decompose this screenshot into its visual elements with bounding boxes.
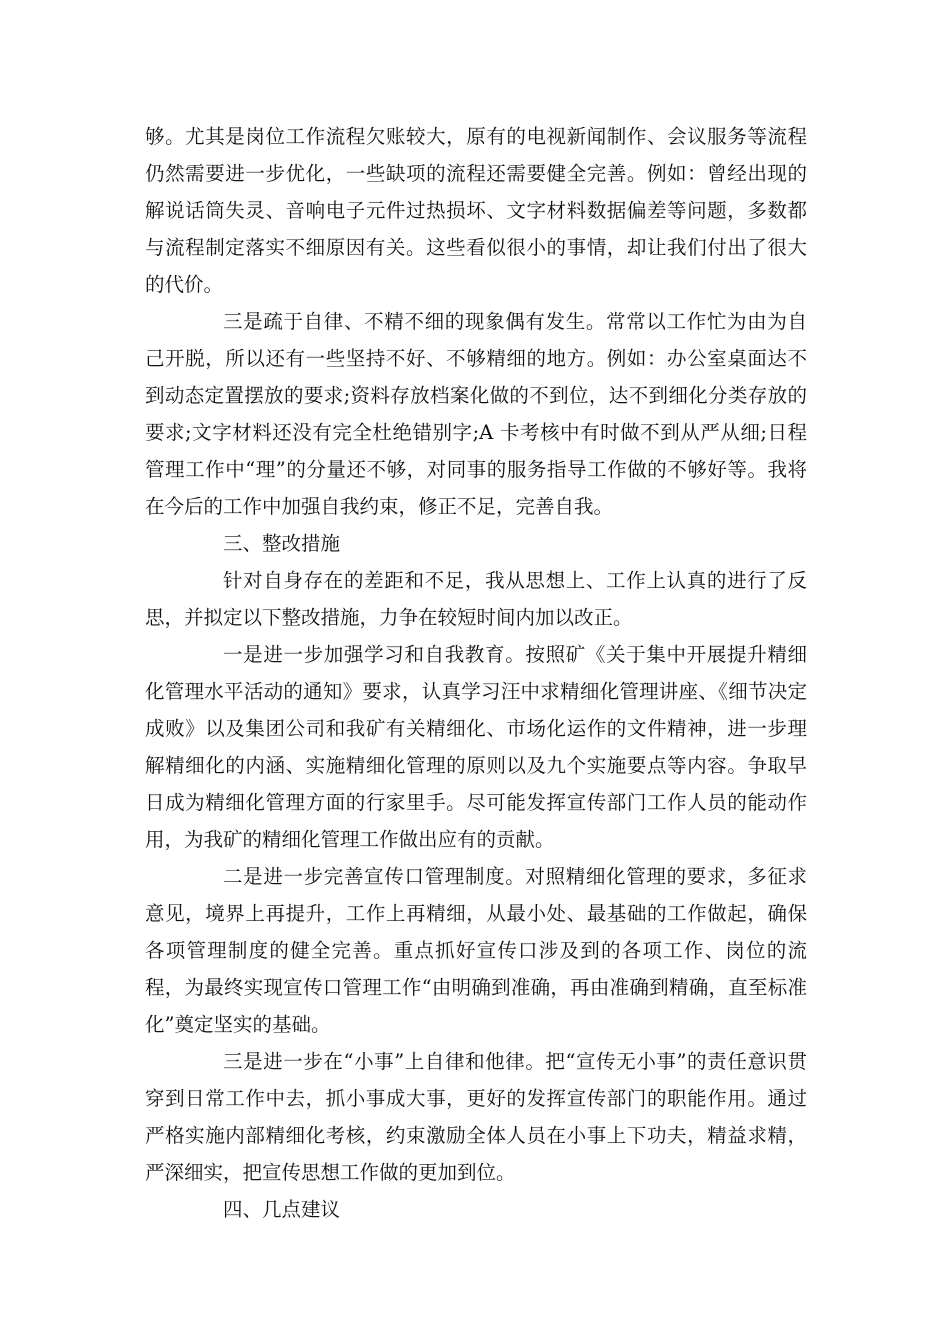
paragraph-measure-two: 二是进一步完善宣传口管理制度。对照精细化管理的要求，多征求意见，境界上再提升，工作上再精细，从最小处、最基础的工作做起，确保各项管理制度的健全完善。重点抓好宣传口涉及到的各项工作、岗位的流程，为最终实现宣传口管理工作“由明确到准确，再由准确到精确，直至标准化”奠定坚实的基础。 [145, 865, 807, 1036]
paragraph-self-discipline: 三是疏于自律、不精不细的现象偶有发生。常常以工作忙为由为自己开脱，所以还有一些坚持不好、不够精细的地方。例如：办公室桌面达不到动态定置摆放的要求;资料存放档案化做的不到位，达不到细化分类存放的要求;文字材料还没有完全杜绝错别字;A 卡考核中有时做不到从严从细;日程管理工作中“理”的分量还不够，对同事的服务指导工作做的不够好等。我将在今后的工作中加强自我约束，修正不足，完善自我。 [145, 310, 807, 518]
paragraph-measure-three: 三是进一步在“小事”上自律和他律。把“宣传无小事”的责任意识贯穿到日常工作中去，抓小事成大事，更好的发挥宣传部门的职能作用。通过严格实施内部精细化考核，约束激励全体人员在小事上下功夫，精益求精，严深细实，把宣传思想工作做的更加到位。 [145, 1050, 807, 1184]
paragraph-measure-one: 一是进一步加强学习和自我教育。按照矿《关于集中开展提升精细化管理水平活动的通知》要求，认真学习汪中求精细化管理讲座、《细节决定成败》以及集团公司和我矿有关精细化、市场化运作的文件精神，进一步理解精细化的内涵、实施精细化管理的原则以及九个实施要点等内容。争取早日成为精细化管理方面的行家里手。尽可能发挥宣传部门工作人员的能动作用，为我矿的精细化管理工作做出应有的贡献。 [145, 643, 807, 851]
paragraph-rectification-intro: 针对自身存在的差距和不足，我从思想上、工作上认真的进行了反思，并拟定以下整改措施，力争在较短时间内加以改正。 [145, 569, 807, 629]
paragraph-process-shortcomings: 够。尤其是岗位工作流程欠账较大，原有的电视新闻制作、会议服务等流程仍然需要进一步优化，一些缺项的流程还需要健全完善。例如：曾经出现的解说话筒失灵、音响电子元件过热损坏、文字材料数据偏差等问题，多数都与流程制定落实不细原因有关。这些看似很小的事情，却让我们付出了很大的代价。 [145, 125, 807, 296]
document-page [145, 118, 807, 1228]
section-heading-suggestions: 四、几点建议 [223, 1198, 341, 1221]
section-heading-rectification: 三、整改措施 [223, 532, 341, 555]
